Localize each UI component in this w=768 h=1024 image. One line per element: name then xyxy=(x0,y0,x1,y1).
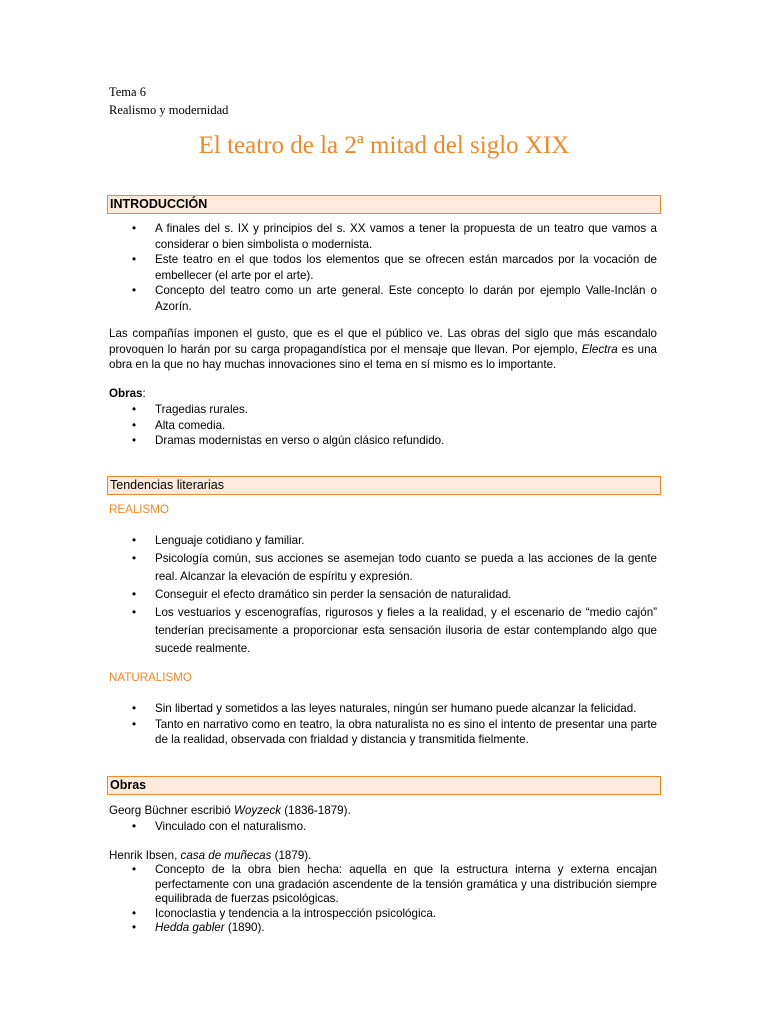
buchner-line xyxy=(109,803,657,818)
page-title: El teatro de la 2ª mitad del siglo XIX xyxy=(198,132,570,159)
list-item xyxy=(109,921,657,936)
list-item: • A finales del s. IX y principios del s. XX vamos a tener la propuesta de un teatro que vamos a considerar o bien simbolista o modernista. xyxy=(109,221,657,252)
work-title-electra: Electra xyxy=(581,342,618,356)
list-item: • Tanto en narrativo como en teatro, la obra naturalista no es sino el intento de presentar una parte de la realidad, observada con frialdad y distancia y transmitida fielmente. xyxy=(109,717,657,748)
list-item: • Tragedias rurales. xyxy=(109,402,657,418)
list-item: • Concepto del teatro como un arte general. Este concepto lo darán por ejemplo Valle-Inclán o Azorín. xyxy=(109,283,657,314)
author-text: Henrik Ibsen, xyxy=(109,849,181,862)
work-title-hedda-gabler: Hedda gabler xyxy=(155,921,225,934)
section-heading-introduccion: INTRODUCCIÓN xyxy=(107,195,661,214)
list-item: • Alta comedia. xyxy=(109,418,657,434)
paragraph-text: Las compañías imponen el gusto, que es el que el público ve. Las obras del siglo que más escandalo provoquen lo harán por su carga propagandística por el mensaje que llevan. Por ejemplo, xyxy=(109,327,657,356)
subheading-naturalismo: NATURALISMO xyxy=(109,671,192,684)
header-topic: Tema 6 xyxy=(109,85,146,99)
obras-label-text: Obras xyxy=(109,387,143,400)
author-text: Georg Büchner escribió xyxy=(109,804,235,817)
list-item: • Los vestuarios y escenografías, rigurosos y fieles a la realidad, y el escenario de “medio cajón” tenderían precisamente a proporcionar esta sensación ilusoria de estar contemplando algo que sucede realmente. xyxy=(109,604,657,658)
list-item: • Concepto de la obra bien hecha: aquella en que la estructura interna y externa encajan perfectamente con una gradación ascendente de la tensión gramática y una distribución siempre equilibrada de fuerzas psicológicas. xyxy=(109,863,657,907)
naturalismo-list xyxy=(109,701,657,748)
paragraph-text: es una obra en la que no hay muchas innovaciones sino el tema en sí mismo es lo importante. xyxy=(109,342,657,371)
list-item: • Conseguir el efecto dramático sin perder la sensación de naturalidad. xyxy=(109,586,657,604)
ibsen-line xyxy=(109,848,657,863)
list-item: • Iconoclastia y tendencia a la introspección psicológica. xyxy=(109,907,657,922)
list-item: • Lenguaje cotidiano y familiar. xyxy=(109,532,657,550)
list-item: • Vinculado con el naturalismo. xyxy=(109,819,657,834)
realismo-list xyxy=(109,532,657,658)
work-title-woyzeck: Woyzeck xyxy=(234,804,282,817)
header-subtitle: Realismo y modernidad xyxy=(109,103,229,117)
list-item: • Sin libertad y sometidos a las leyes naturales, ningún ser humano puede alcanzar la felicidad. xyxy=(109,701,657,717)
section-heading-tendencias: Tendencias literarias xyxy=(107,476,661,495)
list-item: • Este teatro en el que todos los elementos que se ofrecen están marcados por la vocación de embellecer (el arte por el arte). xyxy=(109,252,657,283)
subheading-realismo: REALISMO xyxy=(109,503,169,516)
intro-bullets xyxy=(109,221,657,314)
intro-paragraph xyxy=(109,326,657,373)
obras-colon: : xyxy=(142,387,146,400)
list-item: • Dramas modernistas en verso o algún clásico refundido. xyxy=(109,433,657,449)
work-title-casa-de-munecas: casa de muñecas xyxy=(180,849,272,862)
year-text: (1890). xyxy=(224,921,265,934)
year-text: (1879). xyxy=(271,849,312,862)
section-heading-obras: Obras xyxy=(107,776,661,795)
list-item: • Psicología común, sus acciones se asemejan todo cuanto se pueda a las acciones de la gente real. Alcanzar la elevación de espíritu y expresión. xyxy=(109,550,657,586)
obras-label xyxy=(109,386,657,401)
obras-list xyxy=(109,402,657,449)
year-text: (1836-1879). xyxy=(281,804,351,817)
ibsen-list xyxy=(109,863,657,936)
buchner-list xyxy=(109,819,657,834)
